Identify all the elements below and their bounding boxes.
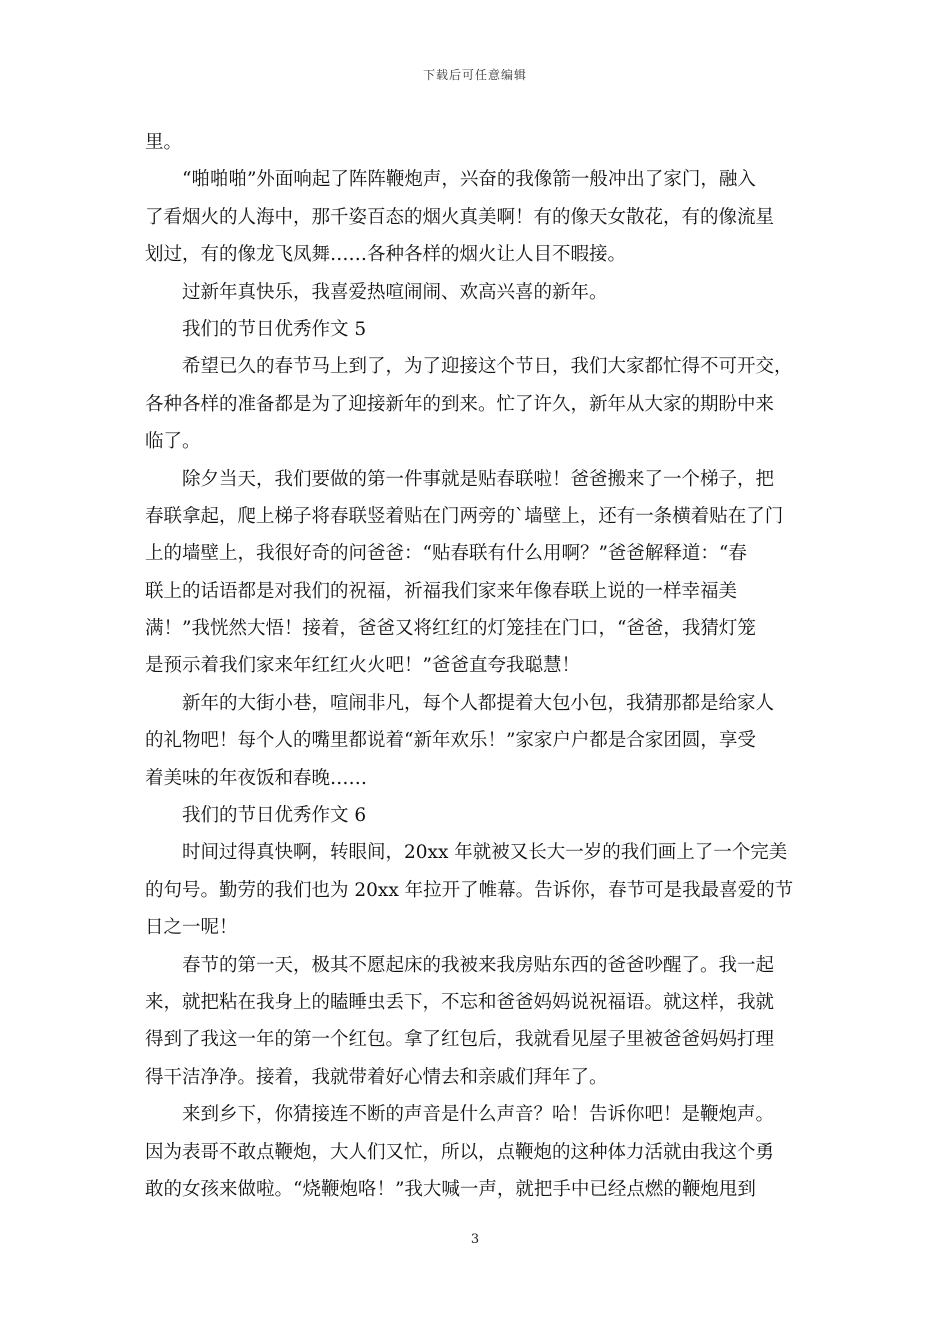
text-line: 除夕当天，我们要做的第一件事就是贴春联啦！爸爸搬来了一个梯子，把 (182, 468, 775, 490)
text-line: 来到乡下，你猜接连不断的声音是什么声音？哈！告诉你吧！是鞭炮声。 (182, 1104, 775, 1126)
text-line: 希望已久的春节马上到了，为了迎接这个节日，我们大家都忙得不可开交， (182, 356, 793, 378)
text-line: 日之一呢！ (145, 917, 238, 939)
text-line: 时间过得真快啊，转眼间，20xx 年就被又长大一岁的我们画上了一个完美 (182, 842, 788, 864)
text-line: 过新年真快乐，我喜爱热喧闹闹、欢高兴喜的新年。 (182, 281, 608, 303)
text-line: 了看烟火的人海中，那千姿百态的烟火真美啊！有的像天女散花，有的像流星 (145, 206, 775, 228)
text-line: 敢的女孩来做啦。“烧鞭炮咯！”我大喊一声，就把手中已经点燃的鞭炮甩到 (145, 1178, 756, 1200)
text-line: 上的墙壁上，我很好奇的问爸爸：“贴春联有什么用啊？”爸爸解释道：“春 (145, 543, 747, 565)
text-line: 得干洁净净。接着，我就带着好心情去和亲戚们拜年了。 (145, 1066, 608, 1088)
text-line: 是预示着我们家来年红红火火吧！”爸爸直夸我聪慧！ (145, 655, 580, 677)
text-line: 临了。 (145, 431, 201, 453)
text-line: 各种各样的准备都是为了迎接新年的到来。忙了许久，新年从大家的期盼中来 (145, 393, 775, 415)
document-body (145, 124, 807, 1208)
text-line: 新年的大街小巷，喧闹非凡，每个人都提着大包小包，我猜那都是给家人 (182, 692, 775, 714)
text-line: 的礼物吧！每个人的嘴里都说着“新年欢乐！”家家户户都是合家团圆，享受 (145, 730, 756, 752)
text-line: 因为表哥不敢点鞭炮，大人们又忙，所以，点鞭炮的这种体力活就由我这个勇 (145, 1141, 775, 1163)
text-line: 的句号。勤劳的我们也为 20xx 年拉开了帷幕。告诉你，春节可是我最喜爱的节 (145, 879, 794, 901)
text-line: “啪啪啪”外面响起了阵阵鞭炮声，兴奋的我像箭一般冲出了家门，融入 (182, 169, 756, 191)
text-line: 得到了我这一年的第一个红包。拿了红包后，我就看见屋子里被爸爸妈妈打理 (145, 1029, 775, 1051)
page-number: 3 (470, 1232, 480, 1247)
text-line: 联上的话语都是对我们的祝福，祈福我们家来年像春联上说的一样幸福美 (145, 580, 738, 602)
text-line: 划过，有的像龙飞凤舞……各种各样的烟火让人目不暇接。 (145, 244, 627, 266)
text-line: 里。 (145, 132, 183, 153)
text-line: 满！”我恍然大悟！接着，爸爸又将红红的灯笼挂在门口，“爸爸，我猜灯笼 (145, 618, 756, 640)
text-line: 来，就把粘在我身上的瞌睡虫丢下，不忘和爸爸妈妈说祝福语。就这样，我就 (145, 991, 775, 1013)
page-header: 下载后可任意编辑 (422, 68, 527, 82)
section-heading: 我们的节日优秀作文 6 (182, 805, 367, 827)
text-line: 春联拿起，爬上梯子将春联竖着贴在门两旁的`墙壁上，还有一条横着贴在了门 (145, 505, 784, 527)
text-line: 着美味的年夜饭和春晚…… (145, 767, 368, 789)
section-heading: 我们的节日优秀作文 5 (182, 318, 367, 340)
text-line: 春节的第一天，极其不愿起床的我被来我房贴东西的爸爸吵醒了。我一起 (182, 954, 775, 976)
